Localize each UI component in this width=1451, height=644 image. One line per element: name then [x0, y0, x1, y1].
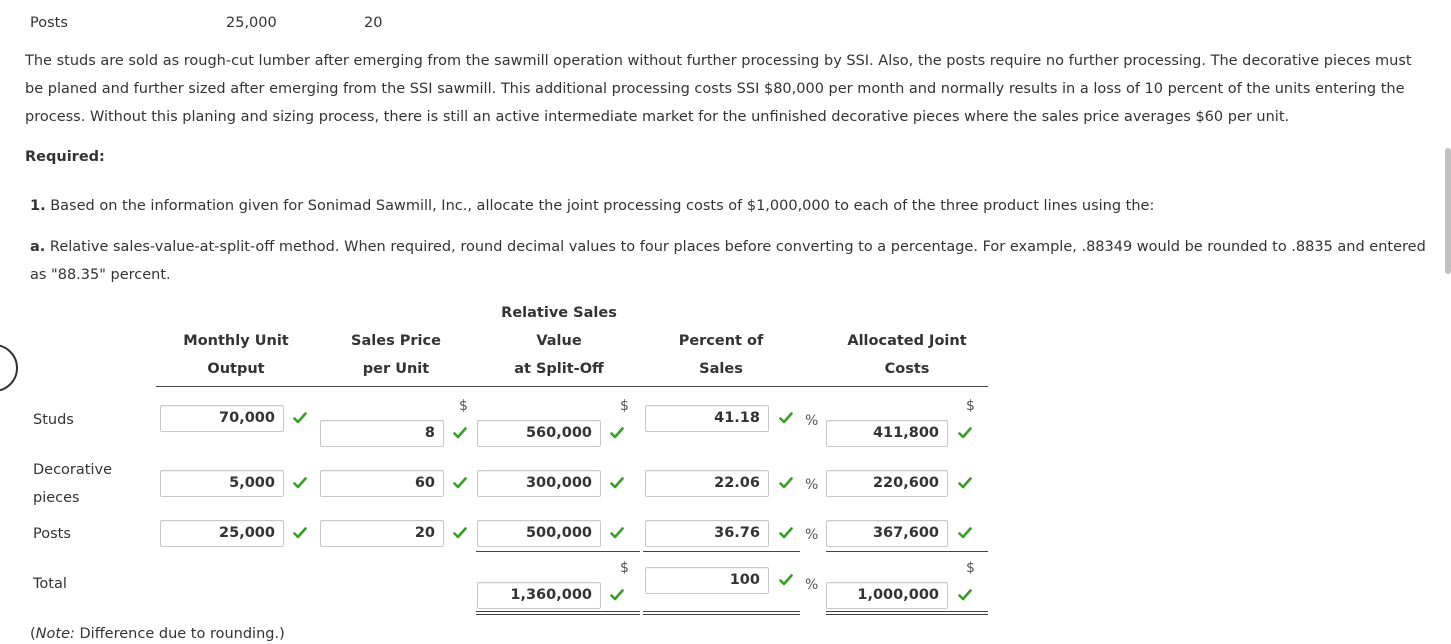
check-icon	[779, 573, 793, 587]
required-label: Required:	[25, 149, 105, 165]
header-price-line1: Sales Price	[351, 333, 441, 349]
header-allocated-line1: Allocated Joint	[847, 333, 967, 349]
top-row-output: 25,000	[226, 15, 277, 31]
header-underline	[156, 386, 988, 387]
total-double-line-allocated	[826, 611, 988, 615]
total-allocated-input[interactable]: 1,000,000	[826, 582, 948, 609]
top-row-label: Posts	[30, 15, 68, 31]
currency-symbol: $	[966, 398, 975, 414]
total-line-percent	[643, 551, 800, 552]
row-label-decorative-line2: pieces	[33, 490, 80, 506]
circle-indicator	[0, 344, 18, 392]
check-icon	[293, 526, 307, 540]
check-icon	[293, 411, 307, 425]
decorative-allocated-input[interactable]: 220,600	[826, 470, 948, 497]
note-italic: Note:	[35, 626, 75, 642]
question-1-text: Based on the information given for Sonimad Sawmill, Inc., allocate the joint processing costs of $1,000,000 to each of the three product lines using the:	[45, 198, 1155, 214]
row-label-decorative	[33, 456, 112, 512]
note-rest: Difference due to rounding.)	[74, 626, 285, 642]
studs-value-input[interactable]: 560,000	[477, 420, 601, 447]
currency-symbol: $	[966, 560, 975, 576]
check-icon	[779, 476, 793, 490]
total-value-input[interactable]: 1,360,000	[477, 582, 601, 609]
studs-price-input[interactable]: 8	[320, 420, 444, 447]
rounding-note	[30, 626, 285, 642]
check-icon	[610, 588, 624, 602]
header-allocated-line2: Costs	[884, 361, 930, 377]
check-icon	[958, 588, 972, 602]
top-row-price: 20	[364, 15, 383, 31]
percent-symbol: %	[805, 577, 819, 593]
check-icon	[610, 476, 624, 490]
description-paragraph: The studs are sold as rough-cut lumber after emerging from the sawmill operation without further processing by SSI. Also, the posts require no further processing. The decorative pieces must be planed and further sized after emerging from the SSI sawmill. This additional processing costs SSI $80,000 per month and normally results in a loss of 10 percent of the units entering the process. Without this planing and sizing process, there is still an active intermediate market for the unfinished decorative pieces where the sales price averages $60 per unit.	[25, 53, 1412, 125]
header-output-line2: Output	[207, 361, 265, 377]
header-price-line2: per Unit	[362, 361, 430, 377]
check-icon	[610, 426, 624, 440]
check-icon	[779, 411, 793, 425]
currency-symbol: $	[459, 398, 468, 414]
check-icon	[293, 476, 307, 490]
check-icon	[453, 426, 467, 440]
studs-allocated-input[interactable]: 411,800	[826, 420, 948, 447]
check-icon	[958, 526, 972, 540]
row-label-studs: Studs	[33, 412, 74, 428]
header-value-line3: at Split-Off	[514, 361, 604, 377]
check-icon	[453, 476, 467, 490]
percent-symbol: %	[805, 413, 819, 429]
question-a-text: Relative sales-value-at-split-off method. When required, round decimal values to four places before converting to a percentage. For example, .88349 would be rounded to .8835 and entered as "88.35" percent.	[30, 239, 1426, 283]
check-icon	[779, 526, 793, 540]
currency-symbol: $	[620, 560, 629, 576]
percent-symbol: %	[805, 527, 819, 543]
decorative-percent-input[interactable]: 22.06	[645, 470, 769, 497]
header-output-line1: Monthly Unit	[183, 333, 289, 349]
scrollbar-thumb[interactable]	[1445, 148, 1451, 274]
decorative-value-input[interactable]: 300,000	[477, 470, 601, 497]
percent-symbol: %	[805, 477, 819, 493]
currency-symbol: $	[620, 398, 629, 414]
decorative-output-input[interactable]: 5,000	[160, 470, 284, 497]
total-percent-input[interactable]: 100	[645, 567, 769, 594]
posts-allocated-input[interactable]: 367,600	[826, 520, 948, 547]
studs-output-input[interactable]: 70,000	[160, 405, 284, 432]
question-1-number: 1.	[30, 198, 46, 214]
total-double-line-value	[476, 611, 640, 615]
row-label-posts: Posts	[33, 526, 71, 542]
check-icon	[958, 476, 972, 490]
posts-percent-input[interactable]: 36.76	[645, 520, 769, 547]
studs-percent-input[interactable]: 41.18	[645, 405, 769, 432]
header-value-line1: Relative Sales	[501, 305, 617, 321]
total-line-value	[476, 551, 640, 552]
row-label-total: Total	[33, 576, 67, 592]
question-1	[30, 192, 1430, 220]
question-a	[30, 233, 1430, 289]
header-percent-line1: Percent of	[678, 333, 764, 349]
decorative-price-input[interactable]: 60	[320, 470, 444, 497]
total-double-line-percent	[643, 611, 800, 615]
posts-value-input[interactable]: 500,000	[477, 520, 601, 547]
header-value-line2: Value	[536, 333, 582, 349]
check-icon	[958, 426, 972, 440]
question-a-letter: a.	[30, 239, 46, 255]
check-icon	[610, 526, 624, 540]
check-icon	[453, 526, 467, 540]
header-percent-line2: Sales	[699, 361, 743, 377]
note-prefix: (	[30, 626, 36, 642]
row-label-decorative-line1: Decorative	[33, 462, 112, 478]
posts-output-input[interactable]: 25,000	[160, 520, 284, 547]
posts-price-input[interactable]: 20	[320, 520, 444, 547]
total-line-allocated	[826, 551, 988, 552]
